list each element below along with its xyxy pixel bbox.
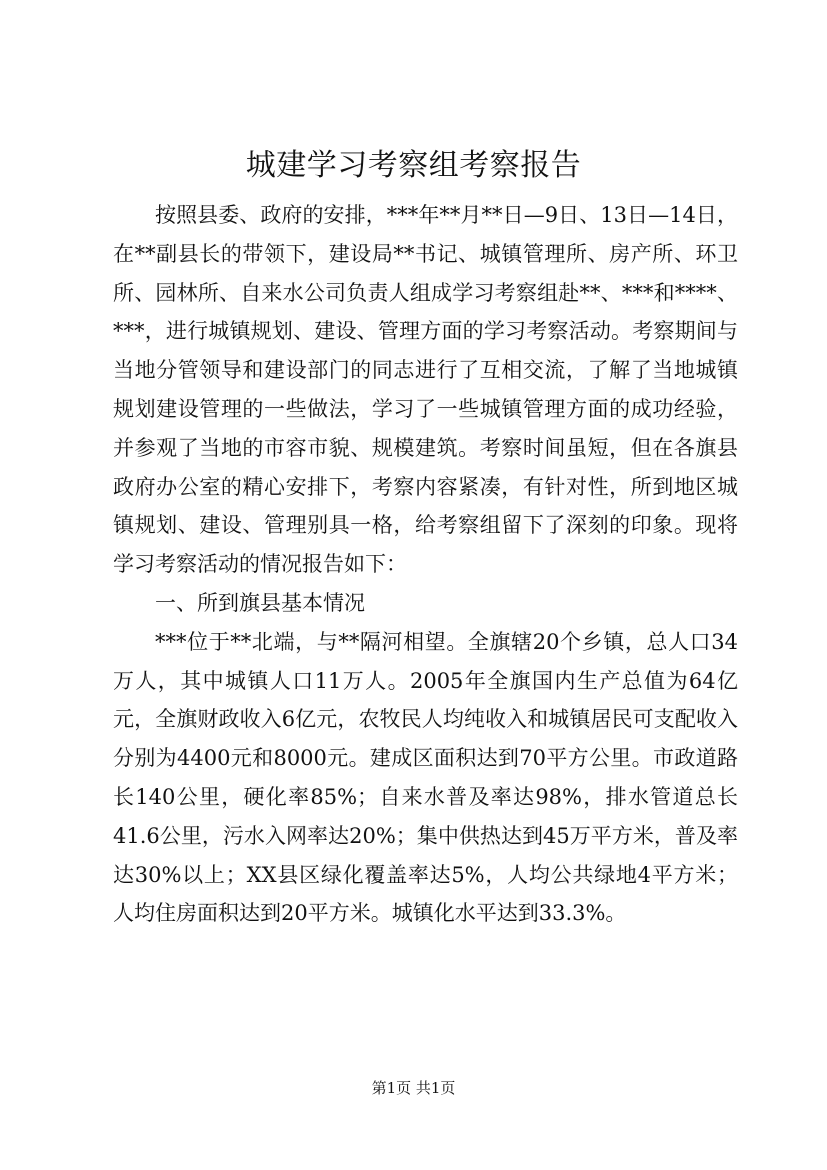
document-body (113, 196, 738, 933)
document-title: 城建学习考察组考察报告 (245, 148, 582, 183)
paragraph-intro: 按照县委、政府的安排，***年**月**日—9日、13日—14日，在**副县长的带领下，建设局**书记、城镇管理所、房产所、环卫所、园林所、自来水公司负责人组成学习考察组赴**、***和****、***，进行城镇规划、建设、管理方面的学习考察活动。考察期间与当地分管领导和建设部门的同志进行了互相交流，了解了当地城镇规划建设管理的一些做法，学习了一些城镇管理方面的成功经验，并参观了当地的市容市貌、规模建筑。考察时间虽短，但在各旗县政府办公室的精心安排下，考察内容紧凑，有针对性，所到地区城镇规划、建设、管理别具一格，给考察组留下了深刻的印象。现将学习考察活动的情况报告如下： (113, 203, 738, 577)
section-heading: 一、所到旗县基本情况 (155, 590, 365, 615)
page-footer: 第1页 共1页 (371, 1079, 456, 1097)
paragraph-basic-info: ***位于**北端，与**隔河相望。全旗辖20个乡镇，总人口34万人，其中城镇人口11万人。2005年全旗国内生产总值为64亿元，全旗财政收入6亿元，农牧民人均纯收入和城镇居民可支配收入分别为4400元和8000元。建成区面积达到70平方公里。市政道路长140公里，硬化率85%；自来水普及率达98%，排水管道总长41.6公里，污水入网率达20%；集中供热达到45万平方米，普及率达30%以上；XX县区绿化覆盖率达5%，人均公共绿地4平方米；人均住房面积达到20平方米。城镇化水平达到33.3%。 (113, 629, 738, 926)
